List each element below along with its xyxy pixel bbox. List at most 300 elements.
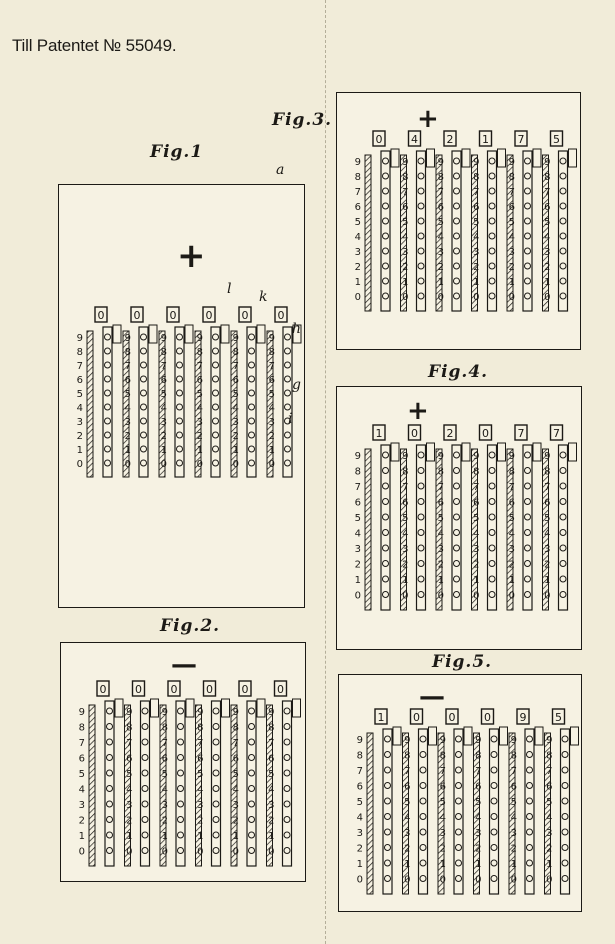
ladder-hole [489, 452, 495, 458]
fig2-panel [60, 642, 306, 882]
ladder-digit: 3 [404, 828, 411, 839]
ladder-hole [385, 845, 391, 851]
ladder-digit: 5 [437, 513, 444, 524]
ladder-digit: 1 [126, 831, 133, 842]
ladder-hole [525, 203, 531, 209]
ladder-digit: 0 [544, 292, 551, 303]
ladder-hole [213, 786, 219, 792]
ladder-digit: 5 [475, 797, 482, 808]
ladder-digit: 7 [268, 361, 275, 372]
ladder-digit: 0 [78, 846, 85, 858]
ladder-hole [525, 530, 531, 536]
fig1-letter-h: h [292, 321, 302, 337]
ladder-hole [525, 293, 531, 299]
ladder-digit: 6 [544, 497, 551, 509]
ladder-digit: 6 [161, 753, 168, 765]
ladder-digit: 3 [268, 800, 275, 811]
ladder-digit: 1 [124, 445, 131, 456]
fig1-letter-k: k [259, 289, 268, 305]
ladder-digit: 0 [402, 590, 409, 602]
display-digit: 0 [482, 427, 489, 440]
ladder-digit: 9 [439, 735, 446, 746]
ladder-hole [141, 432, 147, 438]
display-digit: 0 [241, 309, 249, 322]
ladder-digit: 4 [473, 528, 480, 540]
ladder-hole [285, 446, 291, 452]
ladder-hole [454, 248, 460, 254]
ladder-digit: 4 [473, 232, 480, 243]
ladder-digit: 3 [439, 828, 446, 839]
ladder-hole [213, 801, 219, 807]
sign-indicator: + [407, 396, 429, 426]
ladder-digit: 0 [160, 459, 167, 470]
ladder-hole [383, 188, 389, 194]
ladder-hole [527, 783, 533, 789]
ladder-hole [560, 576, 566, 582]
ladder-hole [142, 739, 148, 745]
ladder-hole [420, 798, 426, 804]
ladder-digit: 3 [356, 828, 363, 839]
ladder-hole [105, 446, 111, 452]
ladder-digit: 8 [508, 466, 515, 478]
ladder-hole [142, 755, 148, 761]
ladder-hole [284, 708, 290, 714]
ladder-hole [456, 736, 462, 742]
ladder-hole [418, 233, 424, 239]
ladder-digit: 5 [404, 797, 411, 808]
ladder-digit: 6 [402, 497, 409, 509]
ladder-hole [525, 499, 531, 505]
ladder-hole [456, 798, 462, 804]
ladder-hole [249, 362, 255, 368]
ladder-hole [177, 446, 183, 452]
ladder-digit: 3 [197, 800, 204, 811]
ladder-digit: 7 [404, 766, 411, 777]
ladder-hole [454, 452, 460, 458]
ladder-hole [527, 860, 533, 866]
ladder-digit: 8 [124, 347, 131, 358]
ladder-digit: 7 [402, 187, 409, 198]
ladder-hole [489, 278, 495, 284]
ladder-digit: 9 [473, 157, 480, 168]
ladder-digit: 1 [356, 859, 363, 870]
ladder-hole [527, 752, 533, 758]
display-digit: 9 [519, 711, 527, 724]
ladder-digit: 1 [197, 831, 204, 842]
ladder-digit: 9 [510, 735, 517, 746]
ladder-digit: 4 [356, 812, 363, 824]
ladder-digit: 5 [439, 797, 446, 808]
ladder-hole [525, 452, 531, 458]
ladder-hole [454, 188, 460, 194]
ladder-digit: 3 [544, 247, 551, 258]
ladder-digit: 3 [160, 417, 167, 428]
fig1-panel [58, 184, 305, 608]
ladder-digit: 6 [232, 375, 239, 386]
ladder-digit: 2 [78, 815, 85, 827]
ladder-digit: 7 [196, 361, 203, 372]
ladder-digit: 4 [268, 403, 275, 414]
ladder-digit: 6 [437, 202, 444, 213]
ladder-digit: 1 [404, 859, 411, 870]
ladder-hole [491, 752, 497, 758]
ladder-hole [107, 832, 113, 838]
ladder-digit: 0 [508, 292, 515, 303]
ladder-digit: 1 [354, 277, 361, 288]
display-digit: 0 [133, 309, 141, 322]
ladder-hole [285, 348, 291, 354]
display-digit: 0 [411, 427, 418, 440]
ladder-hole [383, 592, 389, 598]
ladder-digit: 4 [437, 232, 444, 243]
fig5-caption: Fig.5. [432, 652, 493, 672]
ladder-digit: 8 [268, 722, 275, 734]
ladder-digit: 3 [402, 544, 409, 555]
ladder-hole [383, 514, 389, 520]
ladder-hole [285, 418, 291, 424]
display-digit: 7 [517, 427, 525, 440]
ladder-hole [284, 770, 290, 776]
ladder-hole [489, 173, 495, 179]
ladder-hole [456, 814, 462, 820]
display-digit: 7 [517, 133, 525, 146]
ladder-digit: 8 [544, 466, 551, 478]
slide-bar [87, 331, 93, 477]
ladder-digit: 1 [473, 575, 480, 586]
ladder-hole [142, 817, 148, 823]
ladder-hole [420, 767, 426, 773]
ladder-hole [107, 708, 113, 714]
ladder-digit: 6 [544, 202, 551, 213]
ladder-hole [213, 376, 219, 382]
ladder-digit: 7 [268, 738, 275, 749]
ladder-hole [141, 390, 147, 396]
ladder-hole [491, 736, 497, 742]
ladder-digit: 7 [437, 482, 444, 493]
fig4-panel [336, 386, 582, 650]
ladder-hole [525, 218, 531, 224]
ladder-hole [142, 724, 148, 730]
ladder-digit: 5 [161, 769, 168, 780]
fig1-drawing [59, 185, 304, 607]
display-digit: 1 [375, 427, 383, 440]
ladder-digit: 6 [508, 202, 515, 213]
ladder-hole [456, 783, 462, 789]
ladder-digit: 9 [268, 333, 275, 344]
fig3-panel [336, 92, 581, 350]
ladder-digit: 1 [232, 831, 239, 842]
ladder-hole [456, 845, 462, 851]
ladder-digit: 8 [78, 722, 85, 734]
ladder-digit: 0 [475, 874, 482, 886]
ladder-digit: 8 [473, 466, 480, 478]
ladder-hole [383, 530, 389, 536]
ladder-hole [213, 404, 219, 410]
ladder-hole [213, 334, 219, 340]
display-digit: 0 [170, 683, 178, 696]
ladder-digit: 5 [160, 389, 167, 400]
ladder-hole [178, 755, 184, 761]
ladder-hole [560, 188, 566, 194]
ladder-digit: 4 [232, 403, 239, 414]
ladder-hole [527, 767, 533, 773]
ladder-digit: 7 [126, 738, 133, 749]
ladder-hole [560, 545, 566, 551]
ladder-hole [385, 752, 391, 758]
ladder-digit: 0 [76, 459, 83, 470]
ladder-hole [249, 432, 255, 438]
ladder-digit: 9 [78, 707, 85, 718]
ladder-hole [383, 173, 389, 179]
ladder-hole [105, 404, 111, 410]
ladder-digit: 2 [475, 843, 482, 855]
ladder-digit: 9 [161, 707, 168, 718]
ladder-hole [456, 876, 462, 882]
sign-indicator: — [419, 682, 445, 712]
ladder-digit: 9 [197, 707, 204, 718]
ladder-digit: 1 [196, 445, 203, 456]
ladder-digit: 0 [126, 846, 133, 858]
ladder-digit: 5 [437, 217, 444, 228]
ladder-hole [454, 158, 460, 164]
ladder-hole [177, 376, 183, 382]
ladder-hole [454, 293, 460, 299]
ladder-hole [418, 514, 424, 520]
ladder-hole [527, 814, 533, 820]
ladder-digit: 3 [437, 544, 444, 555]
ladder-hole [527, 736, 533, 742]
ladder-hole [454, 530, 460, 536]
ladder-hole [418, 592, 424, 598]
ladder-digit: 2 [402, 559, 409, 571]
ladder-digit: 0 [232, 846, 239, 858]
fig4-caption: Fig.4. [428, 362, 489, 382]
ladder-hole [284, 786, 290, 792]
ladder-digit: 7 [508, 187, 515, 198]
ladder-digit: 2 [473, 262, 480, 273]
ladder-digit: 4 [402, 528, 409, 540]
ladder-hole [213, 832, 219, 838]
ladder-digit: 0 [196, 459, 203, 470]
ladder-hole [418, 561, 424, 567]
ladder-hole [489, 592, 495, 598]
ladder-hole [177, 418, 183, 424]
ladder-digit: 8 [126, 722, 133, 734]
ladder-digit: 9 [354, 451, 361, 462]
ladder-hole [560, 530, 566, 536]
ladder-hole [141, 404, 147, 410]
ladder-hole [213, 755, 219, 761]
ladder-digit: 2 [126, 815, 133, 827]
ladder-digit: 7 [473, 187, 480, 198]
ladder-digit: 0 [404, 874, 411, 886]
display-digit: 0 [99, 683, 107, 696]
ladder-hole [489, 188, 495, 194]
ladder-hole [489, 514, 495, 520]
ladder-hole [418, 293, 424, 299]
fig1-letter-l: l [227, 281, 232, 297]
ladder-hole [285, 404, 291, 410]
ladder-hole [560, 468, 566, 474]
ladder-digit: 3 [354, 544, 361, 555]
ladder-digit: 8 [197, 722, 204, 734]
ladder-digit: 3 [473, 544, 480, 555]
ladder-digit: 4 [544, 232, 551, 243]
ladder-hole [454, 278, 460, 284]
ladder-hole [560, 483, 566, 489]
ladder-hole [418, 278, 424, 284]
ladder-digit: 8 [402, 172, 409, 183]
ladder-digit: 5 [126, 769, 133, 780]
ladder-hole [418, 173, 424, 179]
ladder-digit: 6 [475, 781, 482, 793]
ladder-digit: 2 [161, 815, 168, 827]
ladder-hole [418, 218, 424, 224]
ladder-digit: 3 [475, 828, 482, 839]
ladder-digit: 3 [510, 828, 517, 839]
ladder-digit: 1 [161, 831, 168, 842]
ladder-hole [489, 530, 495, 536]
ladder-hole [456, 860, 462, 866]
ladder-hole [418, 576, 424, 582]
ladder-hole [105, 362, 111, 368]
ladder-digit: 3 [196, 417, 203, 428]
ladder-digit: 9 [160, 333, 167, 344]
ladder-digit: 5 [546, 797, 553, 808]
ladder-digit: 5 [78, 769, 85, 780]
ladder-hole [420, 876, 426, 882]
ladder-digit: 4 [437, 528, 444, 540]
ladder-digit: 9 [232, 333, 239, 344]
ladder-digit: 3 [437, 247, 444, 258]
ladder-hole [560, 233, 566, 239]
ladder-hole [141, 334, 147, 340]
ladder-hole [107, 848, 113, 854]
ladder-digit: 8 [160, 347, 167, 358]
ladder-hole [142, 770, 148, 776]
display-digit: 0 [135, 683, 142, 696]
ladder-hole [213, 446, 219, 452]
ladder-digit: 9 [508, 157, 515, 168]
ladder-hole [418, 452, 424, 458]
ladder-hole [105, 376, 111, 382]
ladder-hole [491, 845, 497, 851]
ladder-digit: 0 [439, 874, 446, 886]
sign-indicator: + [177, 236, 206, 276]
display-digit: 0 [97, 309, 105, 322]
ladder-hole [142, 708, 148, 714]
ladder-hole [454, 514, 460, 520]
ladder-digit: 4 [78, 784, 85, 796]
ladder-digit: 2 [508, 262, 515, 273]
ladder-hole [249, 334, 255, 340]
ladder-digit: 3 [544, 544, 551, 555]
ladder-hole [525, 263, 531, 269]
ladder-hole [454, 233, 460, 239]
ladder-hole [527, 876, 533, 882]
ladder-hole [489, 263, 495, 269]
ladder-digit: 2 [544, 262, 551, 273]
ladder-digit: 7 [475, 766, 482, 777]
ladder-hole [489, 218, 495, 224]
ladder-hole [383, 561, 389, 567]
slide-bar [365, 449, 371, 610]
ladder-hole [107, 817, 113, 823]
ladder-digit: 2 [437, 262, 444, 273]
ladder-hole [454, 173, 460, 179]
ladder-digit: 9 [124, 333, 131, 344]
ladder-hole [491, 814, 497, 820]
ladder-hole [383, 499, 389, 505]
ladder-digit: 4 [439, 812, 446, 824]
ladder-digit: 2 [354, 262, 361, 273]
ladder-digit: 2 [196, 431, 203, 442]
ladder-digit: 9 [232, 707, 239, 718]
ladder-digit: 2 [232, 431, 239, 442]
ladder-hole [525, 233, 531, 239]
ladder-digit: 8 [232, 347, 239, 358]
ladder-digit: 5 [473, 217, 480, 228]
ladder-digit: 1 [402, 277, 409, 288]
ladder-digit: 9 [473, 451, 480, 462]
fig2-caption: Fig.2. [160, 616, 221, 636]
ladder-digit: 9 [76, 333, 83, 344]
ladder-hole [141, 362, 147, 368]
ladder-hole [454, 468, 460, 474]
ladder-digit: 7 [439, 766, 446, 777]
ladder-digit: 2 [356, 843, 363, 855]
ladder-hole [489, 293, 495, 299]
ladder-hole [383, 233, 389, 239]
ladder-digit: 8 [402, 466, 409, 478]
ladder-digit: 9 [126, 707, 133, 718]
ladder-hole [420, 860, 426, 866]
ladder-digit: 7 [232, 738, 239, 749]
ladder-hole [489, 483, 495, 489]
ladder-hole [383, 483, 389, 489]
ladder-hole [249, 418, 255, 424]
ladder-digit: 4 [197, 784, 204, 796]
ladder-digit: 0 [124, 459, 131, 470]
fold-line [325, 0, 326, 944]
ladder-digit: 4 [160, 403, 167, 414]
ladder-hole [562, 876, 568, 882]
ladder-digit: 6 [473, 202, 480, 213]
ladder-digit: 5 [268, 769, 275, 780]
ladder-hole [178, 724, 184, 730]
ladder-hole [249, 832, 255, 838]
ladder-hole [141, 348, 147, 354]
ladder-digit: 9 [508, 451, 515, 462]
ladder-digit: 8 [161, 722, 168, 734]
ladder-digit: 7 [473, 482, 480, 493]
ladder-hole [489, 248, 495, 254]
ladder-digit: 5 [544, 513, 551, 524]
display-digit: 0 [277, 309, 285, 322]
ladder-digit: 0 [437, 292, 444, 303]
ladder-digit: 2 [544, 559, 551, 571]
ladder-hole [527, 829, 533, 835]
ladder-digit: 6 [354, 497, 361, 509]
ladder-hole [418, 483, 424, 489]
ladder-hole [560, 203, 566, 209]
display-digit: 5 [555, 711, 562, 724]
ladder-digit: 0 [354, 292, 361, 303]
ladder-digit: 6 [510, 781, 517, 793]
ladder-digit: 8 [76, 347, 83, 358]
ladder-digit: 8 [546, 750, 553, 762]
ladder-digit: 6 [232, 753, 239, 765]
